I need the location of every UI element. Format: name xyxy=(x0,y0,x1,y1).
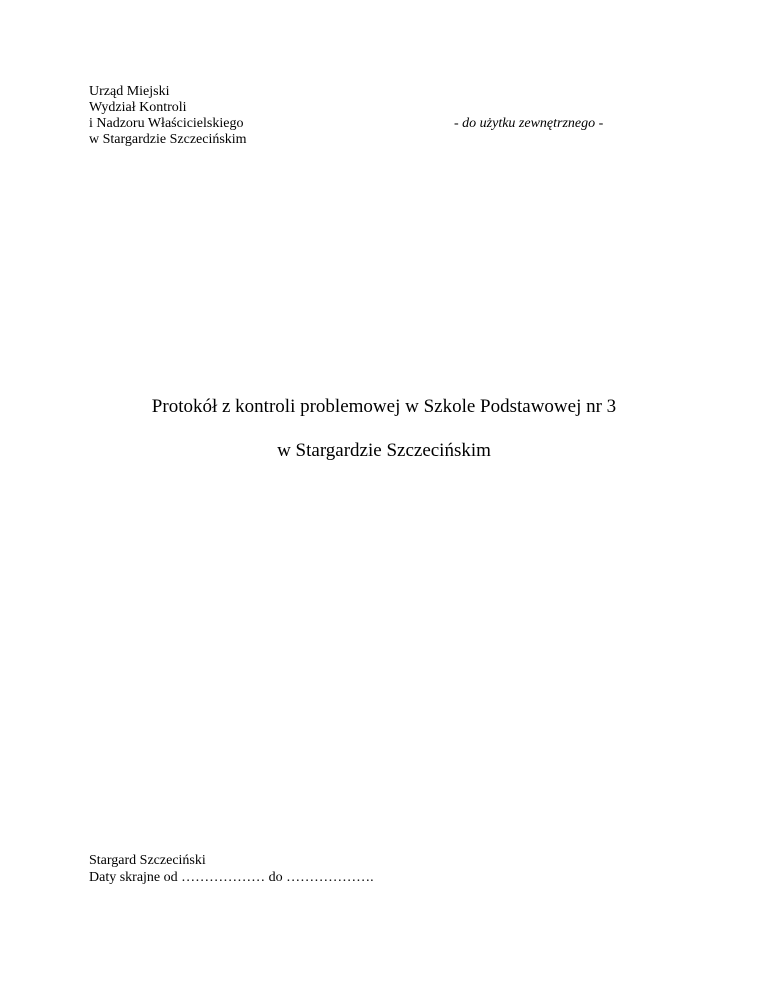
department-name-line: Wydział Kontroli xyxy=(89,100,187,115)
document-title-location: w Stargardzie Szczecińskim xyxy=(277,440,491,461)
footer-date-range: Daty skrajne od ……………… do ………………. xyxy=(89,870,374,885)
usage-classification-note: - do użytku zewnętrznego - xyxy=(454,116,604,131)
footer-block xyxy=(89,852,374,886)
office-name-line: Urząd Miejski xyxy=(89,84,170,99)
department-name-line-cont: i Nadzoru Właścicielskiego xyxy=(89,116,244,131)
document-title: Protokół z kontroli problemowej w Szkole Podstawowej nr 3 xyxy=(151,396,617,417)
footer-place: Stargard Szczeciński xyxy=(89,853,206,868)
office-location-line: w Stargardzie Szczecińskim xyxy=(89,132,247,147)
issuing-office-block xyxy=(89,84,247,148)
